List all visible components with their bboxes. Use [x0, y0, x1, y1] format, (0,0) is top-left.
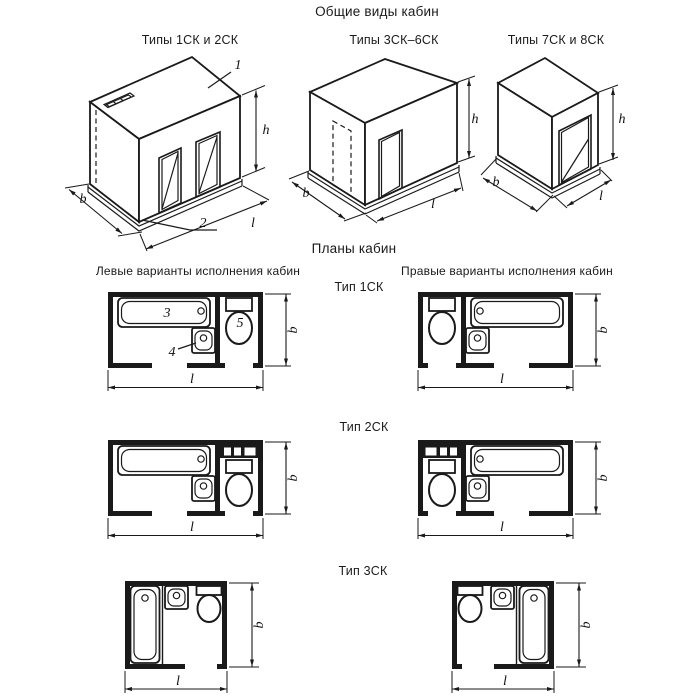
dim-arrowhead [577, 660, 581, 667]
dim-arrowhead [284, 295, 288, 302]
dim-length-label: l [503, 674, 507, 689]
dim-length [108, 518, 263, 539]
dim-arrowhead [260, 201, 267, 205]
dim-arrowhead [594, 295, 598, 302]
plan-3sk-right [445, 575, 610, 700]
dim-width-label: b [492, 175, 500, 190]
iso-header-types-1sk-2sk: Типы 1СК и 2СК [141, 33, 239, 47]
dim-width-label: b [252, 621, 267, 629]
mirrored-room [418, 440, 573, 516]
dim-arrowhead [454, 188, 461, 192]
callout-3-label: 3 [163, 306, 171, 321]
dim-width-label: b [286, 474, 301, 482]
dim-arrowhead [108, 386, 115, 390]
dim-arrowhead [250, 584, 254, 591]
dim-length [418, 518, 573, 539]
dim-length-label: l [431, 197, 435, 212]
dim-arrowhead [108, 534, 115, 538]
dim-length [108, 370, 263, 391]
dim-arrowhead [566, 386, 573, 390]
plan-type-label-3sk: Тип 3СК [338, 564, 388, 578]
iso-header-types-7sk-8sk: Типы 7СК и 8СК [507, 33, 605, 47]
dim-width [265, 294, 301, 366]
dim-arrowhead [567, 201, 574, 206]
dim-length-label: l [176, 674, 180, 689]
left-variants-label: Левые варианты исполнения кабин [95, 264, 301, 278]
room [125, 581, 227, 669]
dim-arrowhead [146, 245, 153, 249]
dim-arrowhead [594, 359, 598, 366]
dim-arrowhead [418, 534, 425, 538]
vent-block [220, 445, 258, 458]
dim-length-label: l [190, 520, 194, 535]
toilet [226, 460, 252, 506]
dim-arrowhead [577, 584, 581, 591]
dim-length [418, 370, 573, 391]
dim-arrowhead [254, 91, 258, 98]
dim-width [265, 442, 301, 514]
dim-length [452, 671, 554, 693]
mirrored-room [418, 292, 573, 368]
dim-length-label: l [500, 372, 504, 387]
dim-width [575, 294, 611, 366]
plan-type-label-1sk: Тип 1СК [334, 280, 384, 294]
dim-arrowhead [604, 180, 611, 185]
dim-height [458, 76, 479, 162]
dim-arrowhead [547, 687, 554, 691]
dim-height [599, 85, 626, 164]
dim-width-label: b [596, 474, 611, 482]
dim-arrowhead [250, 660, 254, 667]
dim-length-label: l [190, 372, 194, 387]
dim-arrowhead [611, 88, 615, 95]
plan-2sk-left [100, 435, 305, 547]
dim-height-label: h [618, 112, 626, 127]
dim-length-label: l [251, 216, 255, 231]
dim-arrowhead [418, 386, 425, 390]
mirrored-room [452, 581, 554, 669]
plan-2sk-right [410, 435, 615, 547]
dim-arrowhead [566, 534, 573, 538]
dim-arrowhead [594, 507, 598, 514]
dim-arrowhead [530, 206, 537, 211]
callout-1-label: 1 [234, 58, 242, 73]
dim-height-label: h [471, 112, 479, 127]
dim-arrowhead [292, 182, 299, 188]
callout-2 [142, 216, 217, 231]
iso-view-types-3sk-6sk [285, 55, 480, 235]
plans-title: Планы кабин [311, 241, 397, 256]
dim-length-label: l [500, 520, 504, 535]
dim-width-label: b [596, 326, 611, 334]
dim-width [575, 442, 611, 514]
dim-width-label: b [286, 326, 301, 334]
dim-width [556, 583, 594, 667]
iso-view-types-7sk-8sk [480, 55, 665, 225]
dim-arrowhead [452, 687, 459, 691]
dim-arrowhead [377, 217, 384, 221]
callout-5-label: 5 [236, 316, 244, 331]
dim-arrowhead [483, 178, 490, 183]
dim-arrowhead [284, 507, 288, 514]
dim-arrowhead [467, 151, 471, 158]
main-title: Общие виды кабин [315, 4, 439, 19]
iso-header-types-3sk-6sk: Типы 3СК–6СК [349, 33, 439, 47]
dim-width-label: b [79, 192, 87, 207]
plan-3sk-left [118, 575, 283, 700]
dim-height [242, 86, 270, 178]
dim-arrowhead [220, 687, 227, 691]
dim-arrowhead [338, 213, 345, 219]
plan-1sk-left [100, 287, 305, 399]
dim-arrowhead [256, 534, 263, 538]
plan-1sk-right [410, 287, 615, 399]
callout-4-label: 4 [168, 345, 176, 360]
dim-width [229, 583, 267, 667]
iso-view-types-1sk-2sk [52, 52, 282, 257]
dim-length [125, 671, 227, 693]
dim-arrowhead [256, 386, 263, 390]
dim-height-label: h [262, 123, 270, 138]
plan-type-label-2sk: Тип 2СК [339, 420, 389, 434]
dim-arrowhead [594, 443, 598, 450]
dim-arrowhead [467, 79, 471, 86]
callout-2-label: 2 [199, 216, 207, 231]
right-variants-label: Правые варианты исполнения кабин [401, 264, 613, 278]
dim-arrowhead [284, 359, 288, 366]
dim-length-label: l [599, 189, 603, 204]
dim-width-label: b [302, 186, 310, 201]
dim-arrowhead [125, 687, 132, 691]
dim-width-label: b [579, 621, 594, 629]
dim-arrowhead [284, 443, 288, 450]
